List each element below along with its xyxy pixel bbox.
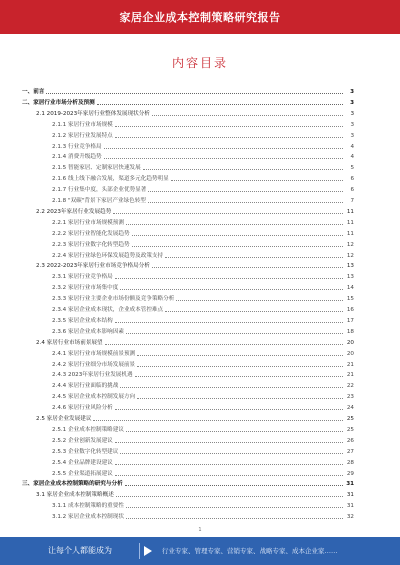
arrow-right-icon [144, 546, 152, 556]
toc-entry-page: 11 [346, 230, 354, 237]
toc-entry-label: 2.4 家居行业市场前景展望 [36, 339, 103, 346]
toc-entry-page: 11 [346, 208, 354, 215]
table-of-contents [22, 84, 354, 524]
toc-entry-label: 2.3.3 家居行业主要企业市场份额及竞争策略分析 [52, 296, 175, 303]
toc-leader-dots [116, 496, 343, 497]
report-header [0, 0, 400, 34]
toc-leader-dots [120, 453, 343, 454]
toc-entry-page: 27 [346, 448, 354, 455]
toc-entry-label: 2.1.7 行业集中度，头部企业优势显著 [52, 187, 147, 194]
toc-leader-dots [115, 278, 343, 279]
toc-leader-dots [135, 376, 343, 377]
toc-entry-page: 15 [346, 296, 354, 303]
toc-entry-label: 2.4.1 家居行业市场规模前景预测 [52, 350, 136, 357]
toc-leader-dots [152, 115, 343, 116]
toc-leader-dots [115, 464, 343, 465]
toc-leader-dots [115, 442, 343, 443]
toc-leader-dots [120, 289, 343, 290]
toc-entry-page: 21 [346, 372, 354, 379]
toc-entry-page: 11 [346, 219, 354, 226]
toc-entry-page: 3 [350, 110, 354, 117]
toc-entry-label: 2.4.4 家居行业面临的挑战 [52, 383, 119, 390]
toc-entry-page: 12 [346, 241, 354, 248]
toc-entry-page: 31 [346, 481, 354, 488]
toc-entry-page: 22 [346, 383, 354, 390]
toc-entry-page: 26 [346, 437, 354, 444]
toc-leader-dots [143, 169, 343, 170]
toc-entry-page: 23 [346, 394, 354, 401]
toc-leader-dots [126, 431, 343, 432]
toc-entry-page: 6 [350, 187, 354, 194]
toc-entry-label: 2.3.6 家居企业成本影响因素 [52, 328, 124, 335]
toc-heading: 内容目录 [171, 56, 228, 70]
toc-leader-dots [115, 322, 343, 323]
toc-leader-dots [115, 137, 343, 138]
toc-leader-dots [171, 180, 343, 181]
toc-leader-dots [148, 191, 343, 192]
toc-leader-dots [132, 246, 343, 247]
toc-leader-dots [126, 507, 343, 508]
report-footer [0, 537, 400, 565]
toc-entry-page: 4 [350, 154, 354, 161]
footer-slogan: 让每个人都能成为 [48, 546, 112, 555]
toc-entry-label: 2.3.1 家居行业竞争格局 [52, 274, 113, 281]
toc-entry-page: 17 [346, 317, 354, 324]
toc-entry-label: 2.5 家居企业发展建议 [36, 416, 92, 422]
toc-entry-label: 2.3 2022-2023年家居行业市场竞争格局分析 [36, 263, 150, 270]
toc-entry-label: 3.1.2 家居企业成本控制现状 [52, 514, 124, 521]
toc-entry-label: 2.1.4 消费升级趋势 [52, 154, 102, 161]
toc-entry-page: 13 [346, 263, 354, 270]
toc-entry-label: 2.3.2 家居行业市场集中度 [52, 285, 119, 292]
toc-entry-page: 6 [350, 176, 354, 183]
toc-leader-dots [126, 518, 343, 519]
toc-leader-dots [132, 235, 343, 236]
toc-entry-page: 3 [350, 132, 354, 139]
toc-entry-page: 31 [346, 492, 354, 499]
toc-entry-label: 2.1 2019-2023年家居行业整体发展现状分析 [36, 110, 150, 117]
toc-leader-dots [137, 398, 343, 399]
toc-entry-label: 2.2.2 家居行业智能化发展趋势 [52, 230, 130, 237]
toc-leader-dots [104, 148, 343, 149]
toc-leader-dots [97, 104, 343, 105]
toc-entry-label: 2.5.3 企业数字化转型建议 [52, 448, 119, 455]
toc-leader-dots [115, 409, 343, 410]
toc-entry-label: 2.5.1 企业成本控制策略建议 [52, 426, 124, 433]
toc-entry-page: 20 [346, 339, 354, 346]
toc-entry-page: 25 [346, 416, 354, 422]
toc-leader-dots [115, 126, 343, 127]
toc-entry-page: 7 [350, 198, 354, 204]
footer-divider [139, 543, 140, 559]
toc-entry-page: 14 [346, 285, 354, 292]
toc-entry-page: 13 [346, 274, 354, 281]
toc-entry-page: 4 [350, 143, 354, 150]
toc-leader-dots [137, 355, 343, 356]
toc-entry-label: 2.4.3 2023年家居行业发展机遇 [52, 372, 133, 379]
toc-entry-label: 2.5.4 企业品牌建设建议 [52, 459, 113, 466]
toc-entry-page: 28 [346, 459, 354, 466]
toc-leader-dots [176, 300, 343, 301]
toc-leader-dots [165, 311, 343, 312]
report-title: 家居企业成本控制策略研究报告 [119, 11, 281, 24]
toc-entry-label: 2.1.2 家居行业发展特点 [52, 132, 113, 139]
toc-entry-page: 20 [346, 350, 354, 357]
toc-entry-label: 三、家居企业成本控制策略的研究与分析 [22, 481, 123, 488]
toc-leader-dots [113, 213, 343, 214]
toc-entry-page: 3 [350, 99, 354, 106]
toc-leader-dots [93, 420, 343, 421]
toc-entry[interactable] [22, 509, 354, 521]
toc-entry-label: 2.2.4 家居行业绿色环保发展趋势及政策支持 [52, 252, 164, 259]
toc-entry-page: 3 [350, 121, 354, 128]
toc-entry-page: 16 [346, 307, 354, 313]
toc-entry-label: 2.1.5 智能家居、定制家居快速发展 [52, 165, 141, 172]
toc-entry-page: 5 [350, 165, 354, 172]
toc-entry-label: 一、前言 [22, 89, 45, 95]
toc-entry-page: 32 [346, 514, 354, 521]
toc-leader-dots [120, 387, 343, 388]
toc-entry-page: 12 [346, 252, 354, 259]
toc-entry-page: 18 [346, 328, 354, 335]
footer-tagline: 行业专家、管理专家、营销专家、战略专家、成本企业家…… [162, 547, 338, 555]
toc-entry-label: 2.3.4 家居企业成本现状，企业成本管控难点 [52, 307, 164, 313]
toc-leader-dots [126, 224, 343, 225]
toc-entry-label: 2.1.6 线上线下融合发展，渠道多元化趋势明显 [52, 176, 169, 183]
page-number: 1 [198, 527, 202, 533]
toc-entry-label: 2.2.3 家居行业数字化转型趋势 [52, 241, 130, 248]
toc-leader-dots [152, 267, 343, 268]
toc-entry-label: 3.1 家居企业成本控制策略概述 [36, 492, 114, 499]
toc-leader-dots [165, 257, 343, 258]
toc-entry-label: 2.4.2 家居行业细分市场发展前景 [52, 361, 136, 368]
toc-entry-page: 31 [346, 503, 354, 510]
toc-entry-page: 25 [346, 426, 354, 433]
toc-entry-label: 2.2 2023年家居行业发展趋势 [36, 208, 112, 215]
toc-entry-label: 二、家居行业市场分析及预测 [22, 99, 95, 106]
toc-leader-dots [148, 202, 343, 203]
toc-entry-label: 2.1.8 "双碳"背景下家居产业绿色转型 [52, 198, 146, 204]
toc-entry-label: 2.1.3 行业竞争格局 [52, 143, 102, 150]
toc-entry-label: 2.3.5 家居企业成本结构 [52, 317, 113, 324]
toc-leader-dots [126, 333, 343, 334]
toc-leader-dots [46, 93, 343, 94]
toc-entry-label: 2.5.2 企业创新发展建议 [52, 437, 113, 444]
toc-entry-page: 29 [346, 470, 354, 477]
toc-entry-label: 2.5.5 企业渠道拓展建议 [52, 470, 113, 477]
toc-entry-label: 2.4.6 家居行业风险分析 [52, 405, 113, 412]
toc-leader-dots [105, 344, 343, 345]
toc-leader-dots [104, 158, 343, 159]
toc-entry-page: 3 [350, 89, 354, 95]
toc-entry-label: 3.1.1 成本控制策略的重要性 [52, 503, 124, 510]
toc-leader-dots [137, 366, 343, 367]
toc-entry-label: 2.1.1 家居行业市场规模 [52, 121, 113, 128]
toc-entry-label: 2.2.1 家居行业市场规模预测 [52, 219, 124, 226]
toc-entry-page: 21 [346, 361, 354, 368]
toc-leader-dots [115, 475, 343, 476]
toc-entry-page: 24 [346, 405, 354, 412]
toc-leader-dots [125, 485, 343, 486]
toc-entry-label: 2.4.5 家居企业成本控制发展方向 [52, 394, 136, 401]
